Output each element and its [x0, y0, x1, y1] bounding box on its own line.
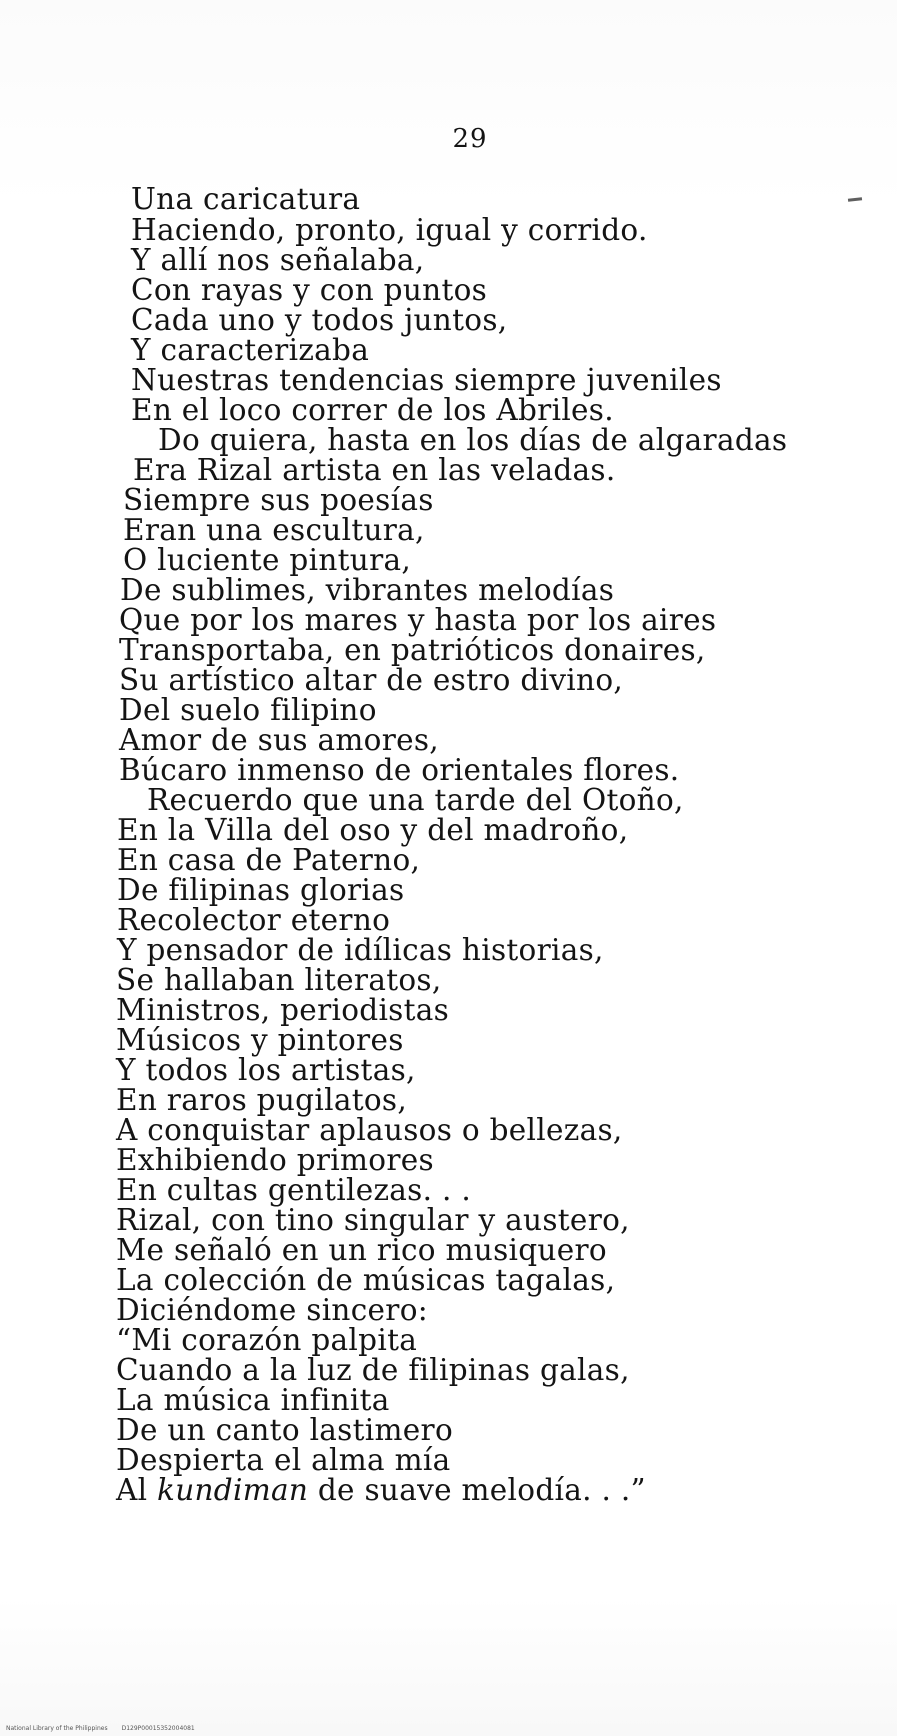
poem-line: En raros pugilatos, [116, 1083, 408, 1117]
poem-line: Con rayas y con puntos [131, 273, 488, 307]
poem-line: Y todos los artistas, [116, 1053, 416, 1087]
poem-line: De sublimes, vibrantes melodías [120, 573, 615, 607]
poem-line: Exhibiendo primores [116, 1143, 434, 1177]
poem-line: Y caracterizaba [131, 333, 370, 367]
footer-library: National Library of the Philippines [6, 1725, 108, 1732]
kundiman-italic: kundiman [157, 1473, 309, 1507]
poem-line: Que por los mares y hasta por los aires [119, 603, 717, 637]
poem-line: Su artístico altar de estro divino, [119, 663, 624, 697]
page-number: 29 [452, 124, 488, 154]
poem-line: Búcaro inmenso de orientales flores. [119, 753, 680, 787]
poem-line: La música infinita [116, 1383, 390, 1417]
poem-line: Músicos y pintores [116, 1023, 404, 1057]
poem-line: Del suelo filipino [119, 693, 377, 727]
poem-line: En cultas gentilezas. . . [116, 1173, 472, 1207]
poem-line: Nuestras tendencias siempre juveniles [131, 363, 722, 397]
poem-line: Cuando a la luz de filipinas galas, [116, 1353, 630, 1387]
poem-line: Rizal, con tino singular y austero, [116, 1203, 630, 1237]
poem-line: Cada uno y todos juntos, [131, 303, 508, 337]
poem-line: De un canto lastimero [116, 1413, 454, 1447]
footer-code: D129P00015352004081 [121, 1725, 195, 1732]
poem-line: En la Villa del oso y del madroño, [117, 813, 629, 847]
poem-line-last [116, 1474, 646, 1506]
scan-footer [6, 1725, 195, 1732]
poem-line: Diciéndome sincero: [116, 1293, 429, 1327]
poem-line: Despierta el alma mía [116, 1443, 451, 1477]
poem-line: Recolector eterno [117, 903, 391, 937]
poem-line: Una caricatura [131, 182, 361, 216]
poem-line: Do quiera, hasta en los días de algaradas [158, 423, 788, 457]
poem-line: “Mi corazón palpita [116, 1323, 418, 1357]
poem-line: Y allí nos señalaba, [131, 243, 425, 277]
poem-line: Ministros, periodistas [116, 993, 450, 1027]
poem-line: Siempre sus poesías [123, 483, 434, 517]
poem-line: Recuerdo que una tarde del Otoño, [147, 783, 684, 817]
poem-line: En casa de Paterno, [117, 843, 421, 877]
poem-line: Se hallaban literatos, [116, 963, 442, 997]
poem-line: En el loco correr de los Abriles. [131, 393, 614, 427]
poem-line: Era Rizal artista en las veladas. [133, 453, 616, 487]
poem-line: A conquistar aplausos o bellezas, [116, 1113, 623, 1147]
poem-line: La colección de músicas tagalas, [116, 1263, 616, 1297]
margin-mark [848, 197, 862, 201]
poem-line: Haciendo, pronto, igual y corrido. [131, 213, 648, 247]
poem-line: De filipinas glorias [117, 873, 405, 907]
last-line-start: Al [116, 1473, 158, 1507]
poem-line: O luciente pintura, [123, 543, 412, 577]
poem-line: Transportaba, en patrióticos donaires, [119, 633, 706, 667]
poem-line: Amor de sus amores, [119, 723, 439, 757]
last-line-end: de suave melodía. . .” [308, 1473, 646, 1507]
poem-line: Y pensador de idílicas historias, [117, 933, 604, 967]
poem-line: Me señaló en un rico musiquero [116, 1233, 607, 1267]
poem-line: Eran una escultura, [123, 513, 425, 547]
